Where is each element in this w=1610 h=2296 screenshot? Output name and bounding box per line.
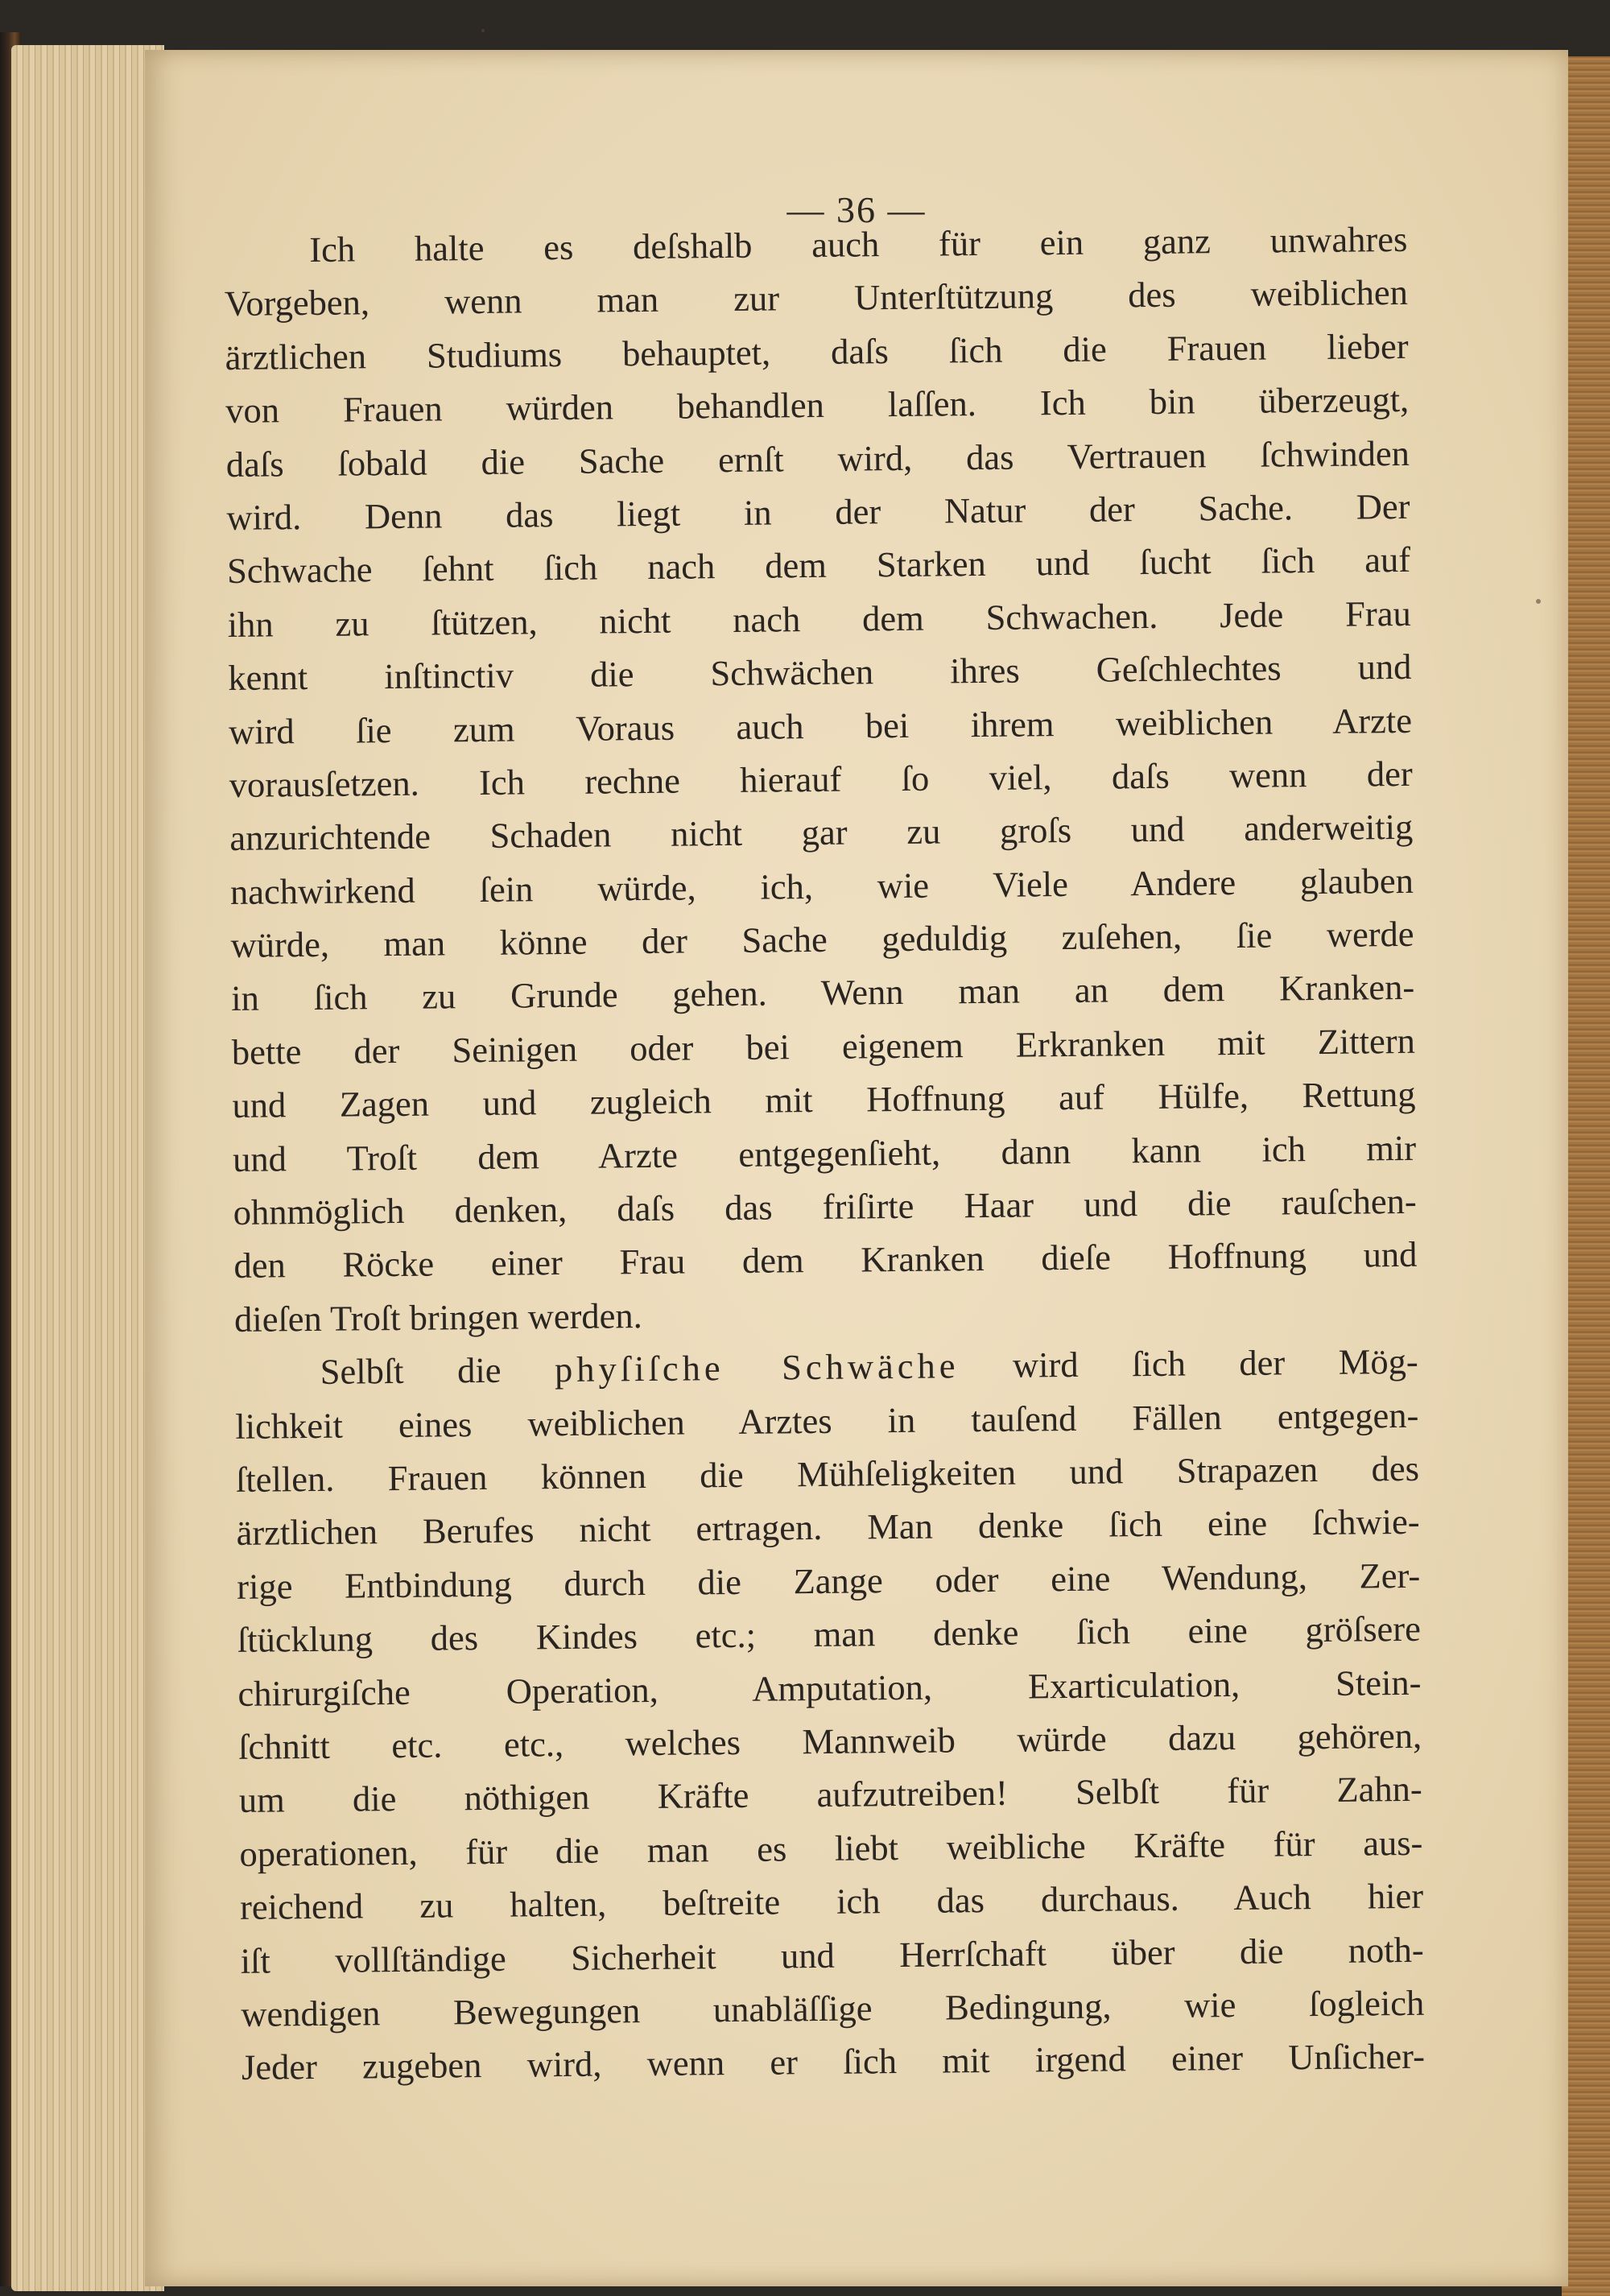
text-line: ärztlichen Studiums behauptet, daſs ſich die Frauen lieber [225, 325, 1409, 378]
text-line: um die nöthigen Kräfte aufzutreiben! Selbſt für Zahn- [238, 1769, 1422, 1821]
body-text [224, 213, 1425, 2095]
text-line: Vorgeben, wenn man zur Unterſtützung des weiblichen [224, 272, 1409, 324]
text-line: kennt inſtinctiv die Schwächen ihres Geſchlechtes und [228, 646, 1412, 699]
paragraph-2 [234, 1335, 1425, 2095]
paper-speck [1536, 599, 1541, 604]
text-line: ſtellen. Frauen können die Mühſeligkeiten und Strapazen des [235, 1447, 1420, 1500]
text-line: anzurichtende Schaden nicht gar zu groſs und anderweitig [229, 807, 1414, 859]
text-line: Ich halte es deſshalb auch für ein ganz unwahres [309, 218, 1408, 270]
text-line: iſt vollſtändige Sicherheit und Herrſchaft über die noth- [240, 1929, 1424, 1981]
text-line: lichkeit eines weiblichen Arztes in tauſend Fällen entgegen- [235, 1394, 1419, 1447]
text-line: ſtücklung des Kindes etc.; man denke ſich eine gröſsere [237, 1608, 1422, 1661]
text-fragment: wird ſich der Mög- [959, 1341, 1418, 1386]
text-line: den Röcke einer Frau dem Kranken dieſe Hoffnung und [233, 1234, 1418, 1286]
text-line: und Troſt dem Arzte entgegenſieht, dann kann ich mir [232, 1127, 1417, 1179]
text-line: chirurgiſche Operation, Amputation, Exarticulation, Stein- [237, 1662, 1422, 1714]
text-line: daſs ſobald die Sache ernſt wird, das Vertrauen ſchwinden [225, 432, 1410, 485]
text-line: bette der Seinigen oder bei eigenem Erkranken mit Zittern [231, 1020, 1416, 1072]
text-line: ärztlichen Berufes nicht ertragen. Man denke ſich eine ſchwie- [236, 1501, 1420, 1554]
text-line: wird. Denn das liegt in der Natur der Sache. Der [226, 485, 1410, 538]
text-line: wendigen Bewegungen unabläſſige Bedingung, wie ſogleich [241, 1982, 1425, 2034]
text-line: würde, man könne der Sache geduldig zuſehen, ſie werde [230, 913, 1414, 966]
text-line: nachwirkend ſein würde, ich, wie Viele Andere glauben [229, 860, 1414, 912]
text-line: ſchnitt etc. etc., welches Mannweib würde dazu gehören, [237, 1715, 1422, 1767]
text-line: dieſen Troſt bringen werden. [233, 1295, 643, 1340]
text-line: rige Entbindung durch die Zange oder eine Wendung, Zer- [237, 1555, 1421, 1607]
right-page-edge [1562, 56, 1610, 2296]
text-line: wird ſie zum Voraus auch bei ihrem weiblichen Arzte [228, 700, 1413, 752]
text-line: von Frauen würden behandlen laſſen. Ich bin überzeugt, [225, 379, 1410, 432]
text-line: in ſich zu Grunde gehen. Wenn man an dem Kranken- [230, 967, 1415, 1019]
text-line: operationen, für die man es liebt weibliche Kräfte für aus- [239, 1822, 1423, 1874]
text-line: Schwache ſehnt ſich nach dem Starken und ſucht ſich auf [226, 539, 1411, 592]
text-line: ihn zu ſtützen, nicht nach dem Schwachen. Jede Frau [227, 593, 1411, 645]
text-line: und Zagen und zugleich mit Hoffnung auf Hülfe, Rettung [232, 1074, 1416, 1126]
text-fragment: Selbſt die [320, 1349, 555, 1393]
page-number: — 36 — [786, 189, 927, 230]
text-line: reichend zu halten, beſtreite ich das durchaus. Auch hier [239, 1875, 1424, 1928]
text-line: ohnmöglich denken, daſs das friſirte Haar und die rauſchen- [233, 1180, 1417, 1233]
paper-speck [481, 29, 485, 32]
emphasized-text: phyſiſche Schwäche [554, 1345, 960, 1390]
text-line: Jeder zugeben wird, wenn er ſich mit irgend einer Unſicher- [241, 2036, 1426, 2088]
paragraph-1 [224, 213, 1418, 1346]
text-line: vorausſetzen. Ich rechne hierauf ſo viel, daſs wenn der [229, 753, 1413, 805]
page-stack-edge [11, 45, 164, 2291]
